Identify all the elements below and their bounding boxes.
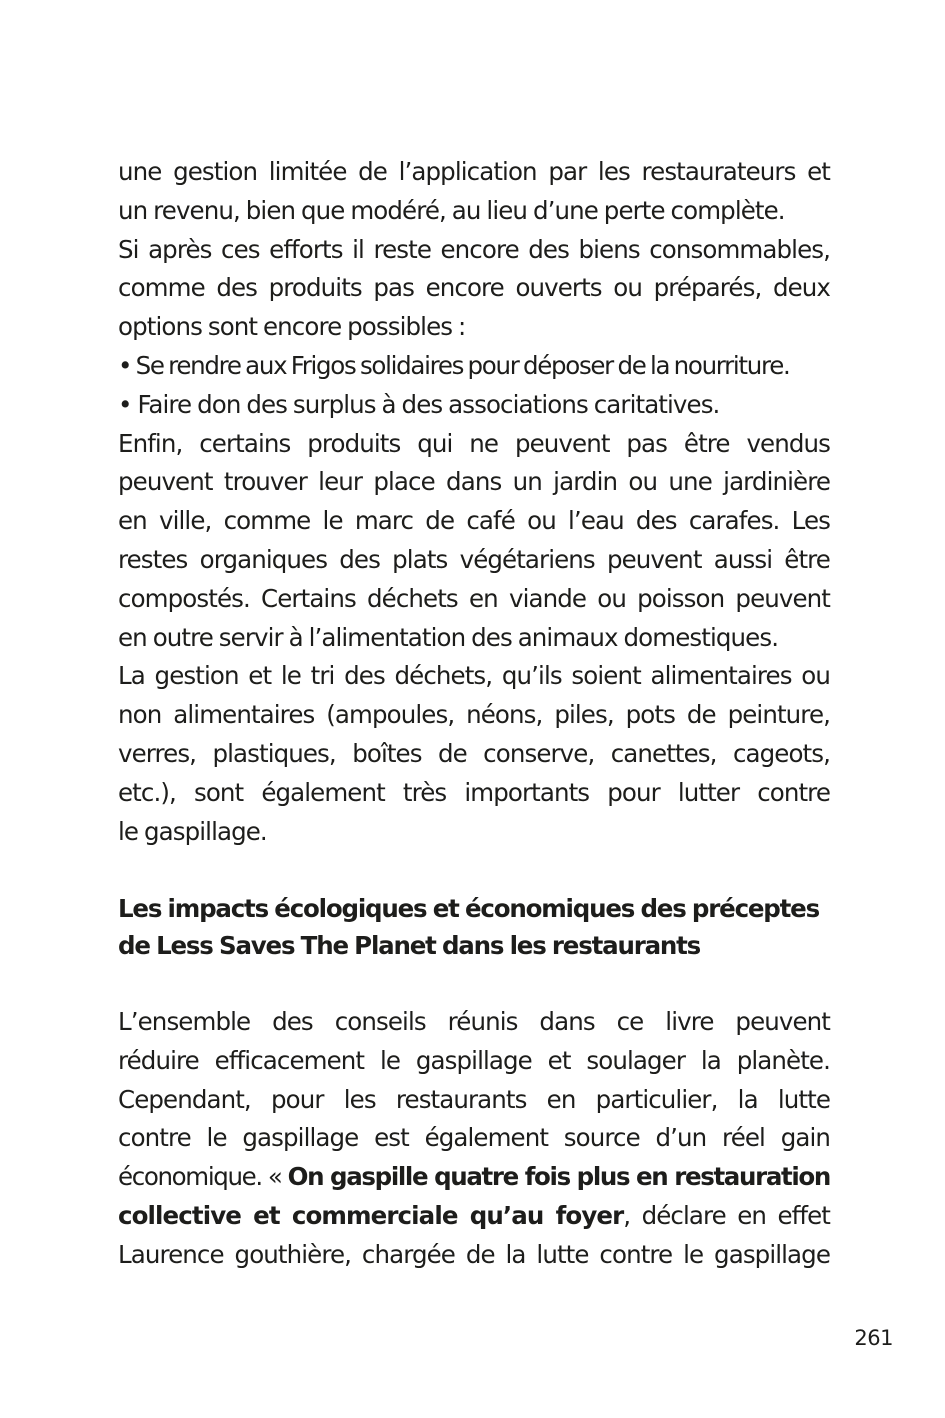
text-line: réduire efficacement le gaspillage et soulager la planète. — [118, 1045, 830, 1075]
text-line: etc.), sont également très importants pour lutter contre — [118, 777, 830, 807]
paragraph-remaining-goods — [118, 231, 830, 347]
text-line: L’ensemble des conseils réunis dans ce livre peuvent — [118, 1006, 830, 1036]
quote-bold: collective et commerciale qu’au foyer — [118, 1200, 624, 1230]
paragraph-garden-compost — [118, 425, 830, 658]
text-line-mixed — [118, 1197, 830, 1236]
heading-line: Les impacts écologiques et économiques des préceptes — [118, 894, 819, 924]
paragraph-application-revenue — [118, 153, 830, 231]
text-line-mixed — [118, 1158, 830, 1197]
text-line: Laurence gouthière, chargée de la lutte contre le gaspillage — [118, 1239, 830, 1269]
bullet-item: • Faire don des surplus à des associations caritatives. — [118, 389, 720, 419]
text-line: verres, plastiques, boîtes de conserve, canettes, cageots, — [118, 738, 830, 768]
text-line: peuvent trouver leur place dans un jardin ou une jardinière — [118, 467, 830, 497]
text-normal: , déclare en effet — [623, 1200, 830, 1230]
text-line: contre le gaspillage est également source d’un réel gain — [118, 1123, 830, 1153]
bullet-item: • Se rendre aux Frigos solidaires pour déposer de la nourriture. — [118, 350, 790, 380]
page-number: 261 — [854, 1326, 893, 1350]
text-line: compostés. Certains déchets en viande ou poisson peuvent — [118, 583, 830, 613]
text-line: comme des produits pas encore ouverts ou préparés, deux — [118, 273, 830, 303]
quote-bold: On gaspille quatre fois plus en restauration — [287, 1162, 830, 1192]
text-line: Si après ces efforts il reste encore des biens consommables, — [118, 234, 830, 264]
text-normal: économique. « — [118, 1162, 288, 1192]
bullet-list — [118, 347, 830, 425]
text-line: options sont encore possibles : — [118, 312, 466, 342]
text-line: en outre servir à l’alimentation des animaux domestiques. — [118, 622, 779, 652]
text-line: une gestion limitée de l’application par les restaurateurs et — [118, 157, 830, 186]
text-line: Cependant, pour les restaurants en particulier, la lutte — [118, 1084, 830, 1114]
page-content — [118, 153, 830, 1275]
text-line: La gestion et le tri des déchets, qu’ils soient alimentaires ou — [118, 661, 830, 691]
text-line: restes organiques des plats végétariens peuvent aussi être — [118, 544, 830, 574]
text-line: non alimentaires (ampoules, néons, piles, pots de peinture, — [118, 700, 830, 730]
spacer — [118, 964, 830, 1003]
text-line: un revenu, bien que modéré, au lieu d’une perte complète. — [118, 195, 785, 225]
section-heading — [118, 890, 830, 964]
text-line: Enfin, certains produits qui ne peuvent pas être vendus — [118, 428, 830, 458]
text-line: le gaspillage. — [118, 816, 267, 846]
text-line: en ville, comme le marc de café ou l’eau des carafes. Les — [118, 506, 830, 536]
paragraph-economic-gain — [118, 1003, 830, 1275]
paragraph-waste-sorting — [118, 657, 830, 851]
spacer — [118, 851, 830, 890]
heading-line: de Less Saves The Planet dans les restaurants — [118, 931, 701, 961]
